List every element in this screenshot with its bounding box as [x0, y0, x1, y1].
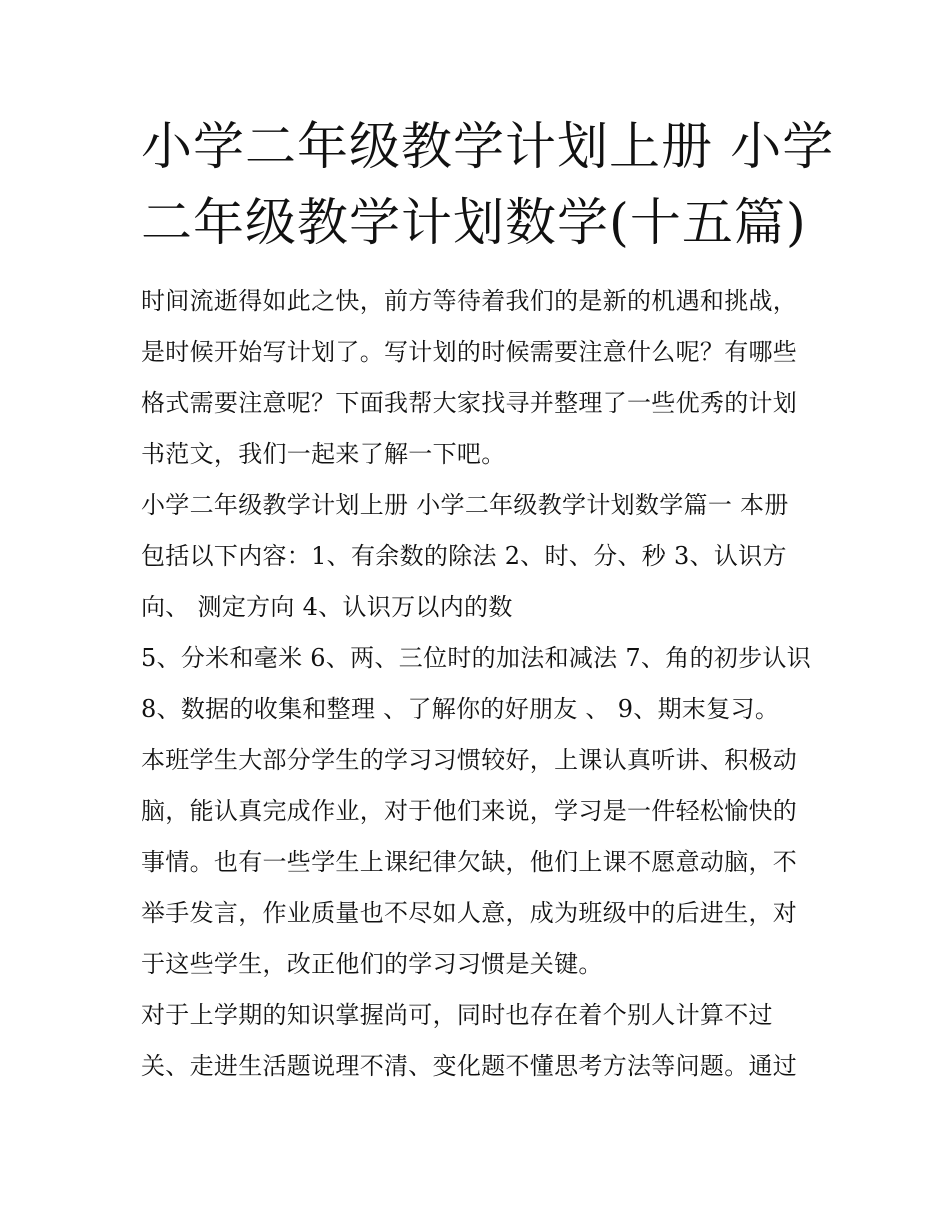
document-title — [141, 110, 835, 262]
text-line: 本班学生大部分学生的学习习惯较好，上课认真听讲、积极动 — [141, 746, 798, 774]
text-line: 8、数据的收集和整理 、了解你的好朋友 、 9、期末复习。 — [141, 695, 780, 723]
knowledge-paragraph — [141, 990, 813, 1092]
class-analysis-paragraph — [141, 735, 813, 990]
title-line: 二年级教学计划数学(十五篇) — [141, 194, 807, 253]
text-line: 事情。也有一些学生上课纪律欠缺，他们上课不愿意动脑，不 — [141, 848, 798, 876]
text-line: 脑，能认真完成作业，对于他们来说，学习是一件轻松愉快的 — [141, 797, 798, 825]
text-line: 向、 测定方向 4、认识万以内的数 — [141, 593, 513, 621]
text-line: 5、分米和毫米 6、两、三位时的加法和减法 7、角的初步认识 — [141, 644, 812, 672]
text-line: 于这些学生，改正他们的学习习惯是关键。 — [141, 950, 603, 978]
document-content — [141, 110, 835, 1092]
text-line: 包括以下内容：1、有余数的除法 2、时、分、秒 3、认识方 — [141, 542, 787, 570]
text-line: 格式需要注意呢？下面我帮大家找寻并整理了一些优秀的计划 — [141, 389, 798, 417]
text-line: 是时候开始写计划了。写计划的时候需要注意什么呢？有哪些 — [141, 338, 798, 366]
contents-continued-paragraph — [141, 633, 813, 735]
text-line: 书范文，我们一起来了解一下吧。 — [141, 440, 506, 468]
text-line: 小学二年级教学计划上册 小学二年级教学计划数学篇一 本册 — [141, 491, 789, 519]
text-line: 举手发言，作业质量也不尽如人意，成为班级中的后进生，对 — [141, 899, 798, 927]
contents-paragraph — [141, 480, 813, 633]
title-line: 小学二年级教学计划上册 小学 — [141, 118, 835, 177]
text-line: 时间流逝得如此之快，前方等待着我们的是新的机遇和挑战， — [141, 287, 798, 315]
text-line: 对于上学期的知识掌握尚可，同时也存在着个别人计算不过 — [141, 1001, 773, 1029]
intro-paragraph — [141, 276, 813, 480]
text-line: 关、走进生活题说理不清、变化题不懂思考方法等问题。通过 — [141, 1052, 798, 1080]
